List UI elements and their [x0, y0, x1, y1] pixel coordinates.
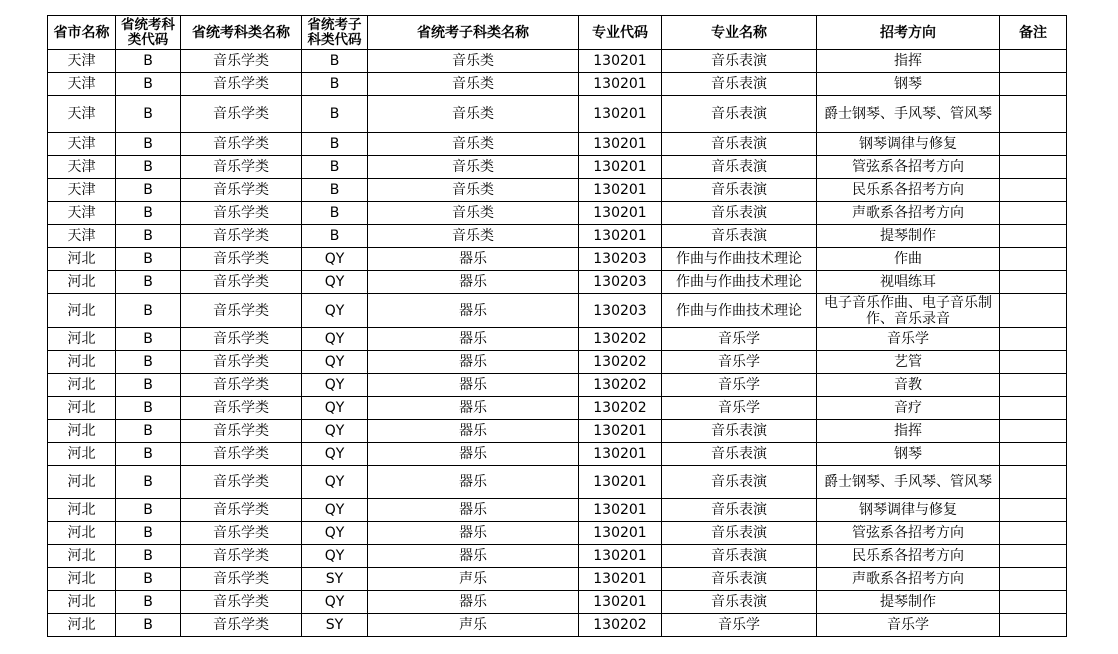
cell-category-name: 音乐学类 [181, 248, 302, 271]
cell-subcategory-code: QY [302, 443, 368, 466]
header-province: 省市名称 [48, 16, 116, 50]
cell-remarks [1000, 614, 1067, 637]
cell-subcategory-name: 器乐 [368, 397, 579, 420]
table-row [48, 202, 1067, 225]
cell-subcategory-name: 音乐类 [368, 50, 579, 73]
cell-remarks [1000, 225, 1067, 248]
cell-category-code: B [116, 202, 181, 225]
cell-remarks [1000, 328, 1067, 351]
cell-subcategory-name: 声乐 [368, 614, 579, 637]
cell-subcategory-name: 音乐类 [368, 73, 579, 96]
cell-category-code: B [116, 179, 181, 202]
cell-category-code: B [116, 133, 181, 156]
cell-remarks [1000, 156, 1067, 179]
cell-major-code: 130201 [579, 568, 662, 591]
table-row [48, 271, 1067, 294]
cell-major-code: 130203 [579, 248, 662, 271]
cell-major-name: 音乐表演 [662, 443, 817, 466]
cell-subcategory-name: 器乐 [368, 294, 579, 328]
cell-subcategory-name: 器乐 [368, 248, 579, 271]
cell-province: 河北 [48, 294, 116, 328]
cell-category-code: B [116, 156, 181, 179]
cell-subcategory-name: 器乐 [368, 545, 579, 568]
cell-major-name: 音乐表演 [662, 50, 817, 73]
cell-remarks [1000, 133, 1067, 156]
cell-category-name: 音乐学类 [181, 374, 302, 397]
cell-province: 天津 [48, 156, 116, 179]
cell-remarks [1000, 568, 1067, 591]
cell-subcategory-name: 器乐 [368, 374, 579, 397]
cell-subcategory-code: QY [302, 420, 368, 443]
cell-direction: 爵士钢琴、手风琴、管风琴 [817, 466, 1000, 499]
cell-category-name: 音乐学类 [181, 73, 302, 96]
cell-major-code: 130201 [579, 522, 662, 545]
cell-subcategory-name: 音乐类 [368, 225, 579, 248]
cell-remarks [1000, 96, 1067, 133]
cell-category-code: B [116, 466, 181, 499]
table-row [48, 522, 1067, 545]
cell-direction: 电子音乐作曲、电子音乐制作、音乐录音 [817, 294, 1000, 328]
cell-subcategory-name: 音乐类 [368, 179, 579, 202]
cell-subcategory-name: 音乐类 [368, 156, 579, 179]
cell-category-code: B [116, 96, 181, 133]
cell-province: 河北 [48, 591, 116, 614]
table-row [48, 591, 1067, 614]
cell-remarks [1000, 420, 1067, 443]
cell-category-code: B [116, 248, 181, 271]
cell-category-code: B [116, 568, 181, 591]
cell-major-code: 130201 [579, 443, 662, 466]
data-table [47, 15, 1067, 637]
cell-subcategory-code: B [302, 202, 368, 225]
cell-major-name: 音乐学 [662, 614, 817, 637]
cell-major-name: 音乐表演 [662, 179, 817, 202]
cell-province: 天津 [48, 179, 116, 202]
cell-major-code: 130201 [579, 133, 662, 156]
cell-remarks [1000, 397, 1067, 420]
cell-major-name: 音乐表演 [662, 156, 817, 179]
cell-category-name: 音乐学类 [181, 271, 302, 294]
cell-direction: 声歌系各招考方向 [817, 568, 1000, 591]
cell-category-code: B [116, 397, 181, 420]
cell-category-code: B [116, 374, 181, 397]
cell-category-code: B [116, 328, 181, 351]
table-row [48, 179, 1067, 202]
cell-major-code: 130202 [579, 328, 662, 351]
cell-major-code: 130201 [579, 466, 662, 499]
cell-major-name: 音乐表演 [662, 466, 817, 499]
cell-remarks [1000, 591, 1067, 614]
table-row [48, 568, 1067, 591]
cell-category-name: 音乐学类 [181, 397, 302, 420]
table-row [48, 374, 1067, 397]
header-category-name: 省统考科类名称 [181, 16, 302, 50]
cell-category-name: 音乐学类 [181, 443, 302, 466]
cell-category-code: B [116, 420, 181, 443]
cell-subcategory-code: QY [302, 248, 368, 271]
cell-remarks [1000, 545, 1067, 568]
cell-major-code: 130201 [579, 156, 662, 179]
cell-major-name: 音乐表演 [662, 133, 817, 156]
cell-direction: 钢琴 [817, 73, 1000, 96]
table-row [48, 614, 1067, 637]
cell-category-code: B [116, 73, 181, 96]
cell-major-name: 音乐表演 [662, 591, 817, 614]
cell-subcategory-name: 器乐 [368, 522, 579, 545]
header-major-code: 专业代码 [579, 16, 662, 50]
cell-subcategory-name: 音乐类 [368, 133, 579, 156]
cell-direction: 音乐学 [817, 614, 1000, 637]
cell-province: 天津 [48, 133, 116, 156]
cell-major-name: 音乐表演 [662, 545, 817, 568]
cell-major-code: 130201 [579, 591, 662, 614]
cell-category-name: 音乐学类 [181, 294, 302, 328]
table-row [48, 133, 1067, 156]
cell-province: 河北 [48, 545, 116, 568]
cell-category-name: 音乐学类 [181, 522, 302, 545]
cell-major-name: 音乐学 [662, 374, 817, 397]
cell-direction: 民乐系各招考方向 [817, 545, 1000, 568]
cell-direction: 管弦系各招考方向 [817, 156, 1000, 179]
cell-major-code: 130202 [579, 614, 662, 637]
cell-category-name: 音乐学类 [181, 591, 302, 614]
cell-major-code: 130201 [579, 225, 662, 248]
cell-subcategory-code: SY [302, 568, 368, 591]
cell-major-code: 130201 [579, 73, 662, 96]
cell-subcategory-code: QY [302, 271, 368, 294]
cell-major-code: 130201 [579, 179, 662, 202]
cell-remarks [1000, 443, 1067, 466]
cell-subcategory-code: QY [302, 522, 368, 545]
cell-province: 河北 [48, 397, 116, 420]
cell-major-name: 作曲与作曲技术理论 [662, 248, 817, 271]
cell-subcategory-name: 器乐 [368, 351, 579, 374]
cell-province: 天津 [48, 202, 116, 225]
cell-subcategory-code: B [302, 50, 368, 73]
cell-category-code: B [116, 591, 181, 614]
cell-category-name: 音乐学类 [181, 466, 302, 499]
cell-category-name: 音乐学类 [181, 351, 302, 374]
cell-major-name: 音乐学 [662, 397, 817, 420]
cell-subcategory-name: 器乐 [368, 420, 579, 443]
cell-category-name: 音乐学类 [181, 499, 302, 522]
cell-major-code: 130201 [579, 420, 662, 443]
cell-remarks [1000, 499, 1067, 522]
cell-province: 河北 [48, 466, 116, 499]
cell-subcategory-code: B [302, 179, 368, 202]
cell-major-code: 130201 [579, 96, 662, 133]
table-row [48, 443, 1067, 466]
table-row [48, 466, 1067, 499]
header-major-name: 专业名称 [662, 16, 817, 50]
cell-direction: 民乐系各招考方向 [817, 179, 1000, 202]
table-row [48, 156, 1067, 179]
cell-subcategory-code: QY [302, 499, 368, 522]
cell-subcategory-code: B [302, 133, 368, 156]
cell-subcategory-code: QY [302, 374, 368, 397]
cell-province: 河北 [48, 248, 116, 271]
cell-direction: 钢琴调律与修复 [817, 499, 1000, 522]
header-subcategory-code: 省统考子科类代码 [302, 16, 368, 50]
cell-category-name: 音乐学类 [181, 96, 302, 133]
cell-direction: 作曲 [817, 248, 1000, 271]
cell-major-name: 作曲与作曲技术理论 [662, 294, 817, 328]
sheet [47, 15, 1067, 637]
cell-subcategory-code: QY [302, 328, 368, 351]
cell-category-name: 音乐学类 [181, 179, 302, 202]
header-category-code: 省统考科类代码 [116, 16, 181, 50]
table-row [48, 328, 1067, 351]
cell-subcategory-code: SY [302, 614, 368, 637]
cell-subcategory-code: B [302, 73, 368, 96]
header-remarks: 备注 [1000, 16, 1067, 50]
cell-province: 天津 [48, 73, 116, 96]
cell-category-name: 音乐学类 [181, 420, 302, 443]
cell-major-name: 音乐表演 [662, 73, 817, 96]
cell-major-name: 音乐表演 [662, 499, 817, 522]
table-row [48, 351, 1067, 374]
cell-direction: 指挥 [817, 420, 1000, 443]
table-body [48, 50, 1067, 637]
cell-category-code: B [116, 614, 181, 637]
cell-subcategory-code: QY [302, 545, 368, 568]
cell-major-code: 130203 [579, 294, 662, 328]
cell-subcategory-name: 声乐 [368, 568, 579, 591]
table-row [48, 225, 1067, 248]
cell-subcategory-name: 器乐 [368, 328, 579, 351]
cell-province: 河北 [48, 568, 116, 591]
cell-direction: 爵士钢琴、手风琴、管风琴 [817, 96, 1000, 133]
cell-major-name: 作曲与作曲技术理论 [662, 271, 817, 294]
cell-subcategory-code: B [302, 156, 368, 179]
cell-province: 河北 [48, 351, 116, 374]
cell-subcategory-name: 器乐 [368, 271, 579, 294]
cell-category-code: B [116, 443, 181, 466]
table-row [48, 96, 1067, 133]
cell-direction: 声歌系各招考方向 [817, 202, 1000, 225]
table-row [48, 420, 1067, 443]
cell-category-code: B [116, 271, 181, 294]
cell-category-code: B [116, 545, 181, 568]
cell-major-code: 130201 [579, 202, 662, 225]
cell-remarks [1000, 466, 1067, 499]
cell-subcategory-name: 音乐类 [368, 202, 579, 225]
cell-direction: 视唱练耳 [817, 271, 1000, 294]
cell-major-code: 130201 [579, 499, 662, 522]
cell-direction: 钢琴 [817, 443, 1000, 466]
cell-major-code: 130202 [579, 351, 662, 374]
cell-major-code: 130202 [579, 397, 662, 420]
cell-direction: 提琴制作 [817, 591, 1000, 614]
cell-category-name: 音乐学类 [181, 568, 302, 591]
cell-subcategory-name: 器乐 [368, 591, 579, 614]
cell-category-name: 音乐学类 [181, 328, 302, 351]
cell-direction: 音乐学 [817, 328, 1000, 351]
cell-major-name: 音乐学 [662, 351, 817, 374]
cell-subcategory-code: B [302, 96, 368, 133]
cell-remarks [1000, 271, 1067, 294]
cell-province: 河北 [48, 522, 116, 545]
cell-direction: 提琴制作 [817, 225, 1000, 248]
cell-remarks [1000, 248, 1067, 271]
cell-major-code: 130201 [579, 50, 662, 73]
cell-category-name: 音乐学类 [181, 50, 302, 73]
cell-subcategory-name: 器乐 [368, 499, 579, 522]
cell-remarks [1000, 73, 1067, 96]
cell-category-code: B [116, 225, 181, 248]
cell-subcategory-name: 器乐 [368, 466, 579, 499]
cell-category-name: 音乐学类 [181, 133, 302, 156]
cell-remarks [1000, 202, 1067, 225]
cell-remarks [1000, 374, 1067, 397]
cell-major-name: 音乐表演 [662, 522, 817, 545]
cell-subcategory-code: QY [302, 466, 368, 499]
cell-major-name: 音乐学 [662, 328, 817, 351]
table-row [48, 248, 1067, 271]
cell-remarks [1000, 179, 1067, 202]
table-row [48, 294, 1067, 328]
cell-province: 河北 [48, 374, 116, 397]
cell-category-name: 音乐学类 [181, 545, 302, 568]
cell-category-code: B [116, 522, 181, 545]
header-direction: 招考方向 [817, 16, 1000, 50]
cell-direction: 管弦系各招考方向 [817, 522, 1000, 545]
cell-remarks [1000, 522, 1067, 545]
cell-remarks [1000, 50, 1067, 73]
cell-category-code: B [116, 294, 181, 328]
cell-province: 天津 [48, 96, 116, 133]
cell-subcategory-code: QY [302, 351, 368, 374]
cell-remarks [1000, 351, 1067, 374]
cell-category-name: 音乐学类 [181, 614, 302, 637]
cell-category-code: B [116, 50, 181, 73]
cell-major-code: 130203 [579, 271, 662, 294]
cell-province: 河北 [48, 271, 116, 294]
header-subcategory-name: 省统考子科类名称 [368, 16, 579, 50]
cell-province: 河北 [48, 614, 116, 637]
cell-direction: 音疗 [817, 397, 1000, 420]
cell-major-name: 音乐表演 [662, 202, 817, 225]
cell-subcategory-code: QY [302, 591, 368, 614]
cell-category-code: B [116, 499, 181, 522]
cell-major-name: 音乐表演 [662, 225, 817, 248]
table-row [48, 50, 1067, 73]
cell-province: 天津 [48, 225, 116, 248]
cell-major-name: 音乐表演 [662, 420, 817, 443]
table-row [48, 73, 1067, 96]
cell-subcategory-name: 器乐 [368, 443, 579, 466]
cell-direction: 钢琴调律与修复 [817, 133, 1000, 156]
cell-major-code: 130201 [579, 545, 662, 568]
cell-subcategory-code: QY [302, 294, 368, 328]
cell-province: 河北 [48, 443, 116, 466]
cell-subcategory-code: QY [302, 397, 368, 420]
cell-direction: 音教 [817, 374, 1000, 397]
cell-category-code: B [116, 351, 181, 374]
cell-category-name: 音乐学类 [181, 225, 302, 248]
cell-major-name: 音乐表演 [662, 568, 817, 591]
cell-major-name: 音乐表演 [662, 96, 817, 133]
cell-province: 天津 [48, 50, 116, 73]
header-row [48, 16, 1067, 50]
cell-major-code: 130202 [579, 374, 662, 397]
table-row [48, 545, 1067, 568]
cell-province: 河北 [48, 420, 116, 443]
cell-direction: 指挥 [817, 50, 1000, 73]
cell-direction: 艺管 [817, 351, 1000, 374]
table-row [48, 397, 1067, 420]
cell-remarks [1000, 294, 1067, 328]
cell-subcategory-code: B [302, 225, 368, 248]
cell-subcategory-name: 音乐类 [368, 96, 579, 133]
cell-province: 河北 [48, 499, 116, 522]
table-row [48, 499, 1067, 522]
cell-category-name: 音乐学类 [181, 156, 302, 179]
cell-category-name: 音乐学类 [181, 202, 302, 225]
cell-province: 河北 [48, 328, 116, 351]
